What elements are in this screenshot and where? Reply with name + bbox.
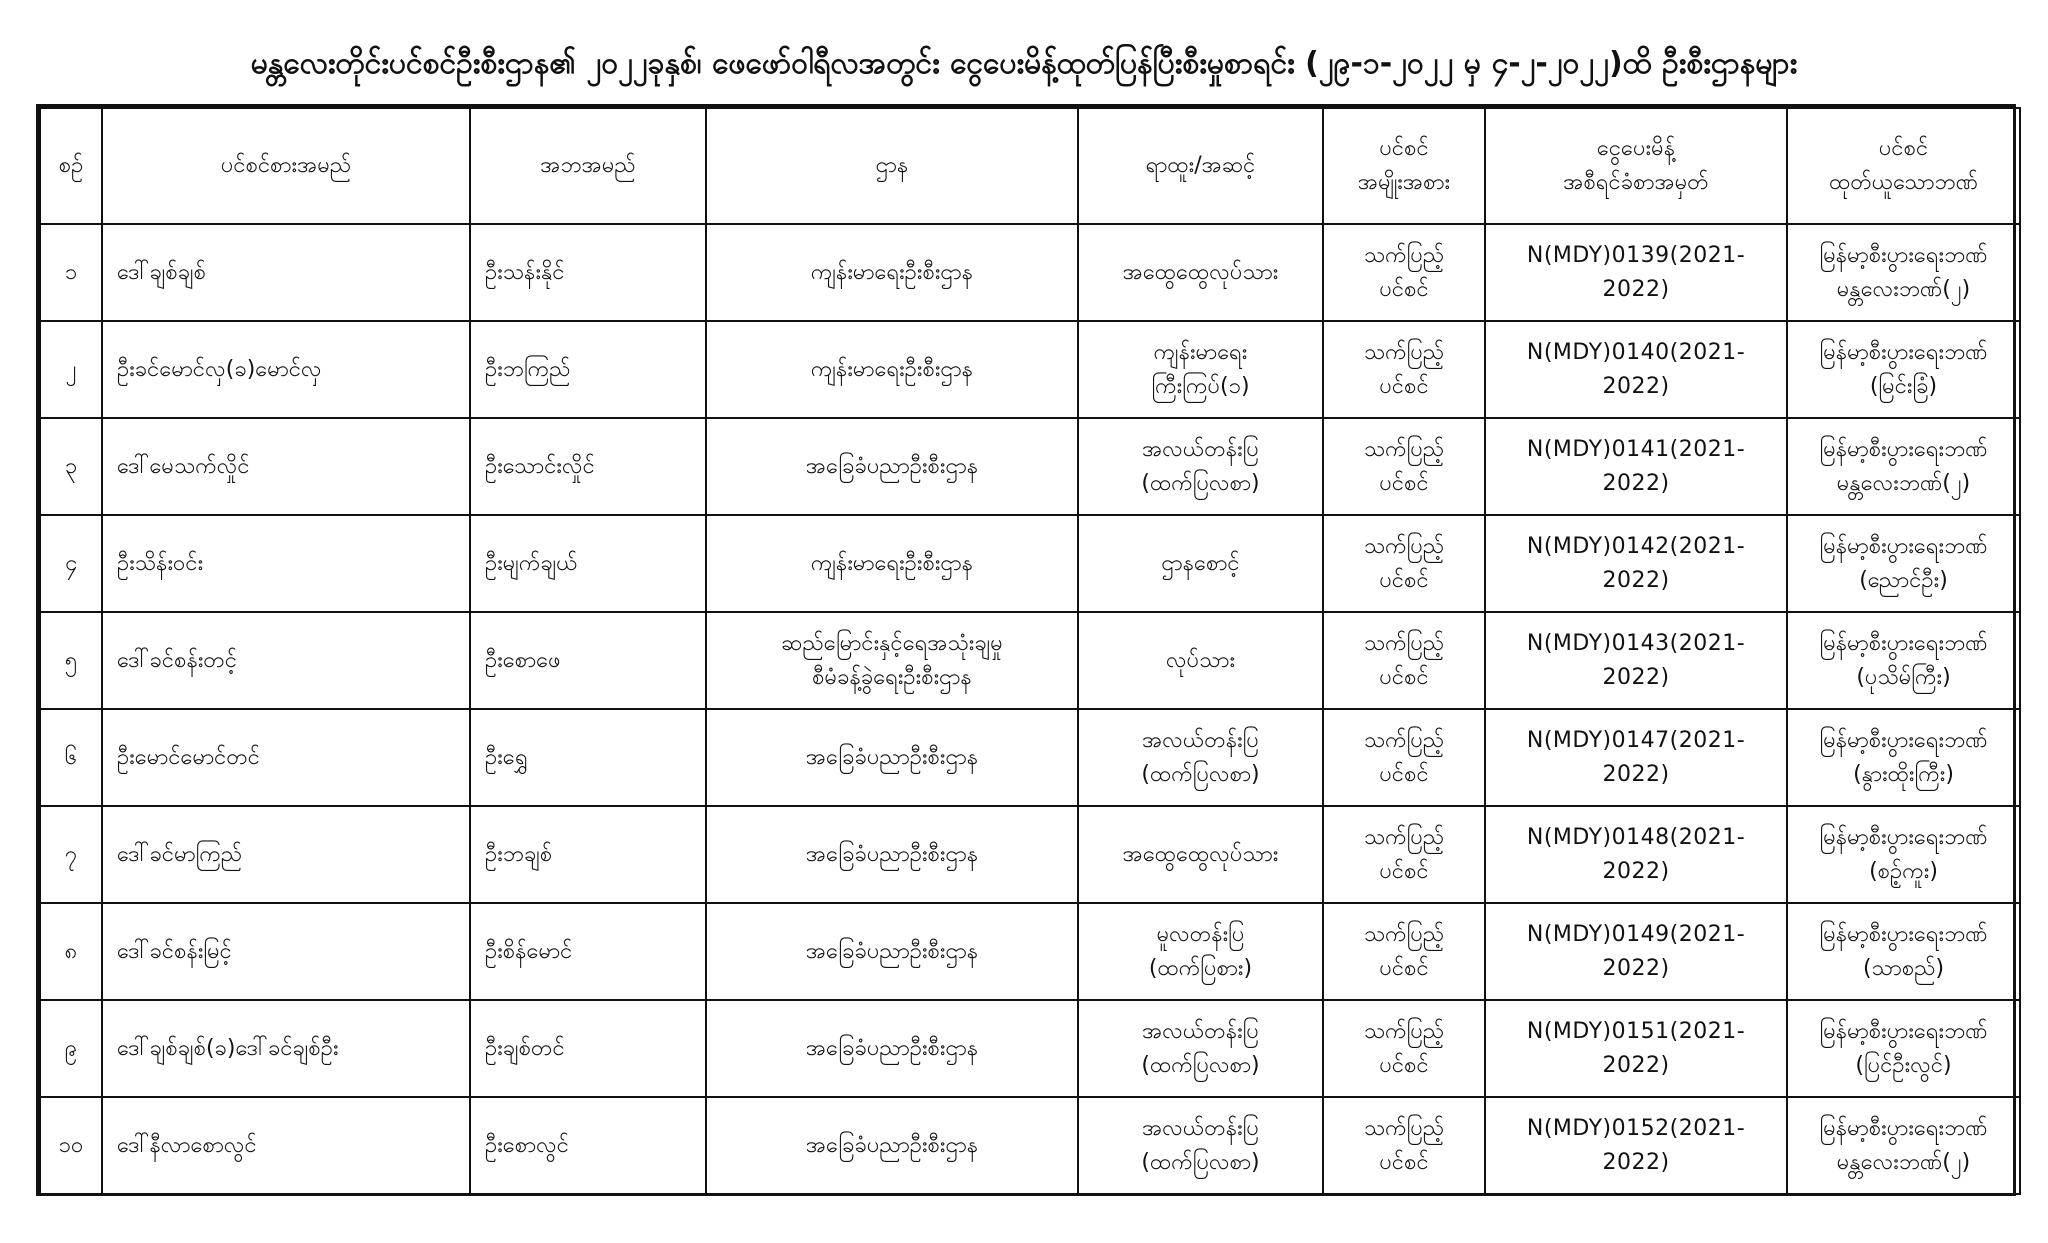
cell-no: ၃ xyxy=(40,418,102,515)
cell-pension-type-line: သက်ပြည့် xyxy=(1363,339,1445,365)
cell-department xyxy=(706,515,1078,612)
cell-bank-line: မြန်မာ့စီးပွားရေးဘဏ် xyxy=(1819,630,1988,656)
cell-pensioner: ဦးမောင်မောင်တင် xyxy=(102,709,470,806)
cell-pensioner: ဒေါ်နီလာစောလွင် xyxy=(102,1097,470,1194)
cell-no: ၈ xyxy=(40,903,102,1000)
cell-pension-type-line: ပင်စင် xyxy=(1379,470,1429,496)
cell-order-no: N(MDY)0139(2021-2022) xyxy=(1485,224,1787,321)
cell-rank-line: အလယ်တန်းပြ xyxy=(1142,436,1259,462)
cell-pension-type xyxy=(1323,224,1485,321)
cell-bank xyxy=(1787,321,2020,418)
cell-father: ဦးသောင်းလှိုင် xyxy=(470,418,706,515)
pension-table xyxy=(39,107,2021,1195)
cell-pension-type-line: ပင်စင် xyxy=(1379,858,1429,884)
cell-pension-type xyxy=(1323,903,1485,1000)
header-row xyxy=(40,108,2020,224)
cell-father: ဦးရွှေ xyxy=(470,709,706,806)
cell-bank xyxy=(1787,806,2020,903)
cell-father: ဦးသန်းနိုင် xyxy=(470,224,706,321)
cell-rank-line: (ထက်ပြစား) xyxy=(1148,955,1253,981)
cell-pension-type xyxy=(1323,418,1485,515)
cell-no: ၁ xyxy=(40,224,102,321)
cell-no: ၄ xyxy=(40,515,102,612)
cell-rank xyxy=(1078,515,1323,612)
cell-department-line: အခြေခံပညာဦးစီးဌာန xyxy=(805,453,979,479)
cell-order-no: N(MDY)0152(2021-2022) xyxy=(1485,1097,1787,1194)
cell-bank-line: မြန်မာ့စီးပွားရေးဘဏ် xyxy=(1819,436,1988,462)
cell-department xyxy=(706,321,1078,418)
cell-rank-line: မူလတန်းပြ xyxy=(1156,921,1245,947)
cell-order-no: N(MDY)0142(2021-2022) xyxy=(1485,515,1787,612)
cell-bank-line: မန္တလေးဘဏ်(၂) xyxy=(1836,1149,1971,1175)
header-order-no-line-1: ငွေပေးမိန့် xyxy=(1596,136,1676,161)
cell-bank-line: မန္တလေးဘဏ်(၂) xyxy=(1836,276,1971,302)
cell-department xyxy=(706,418,1078,515)
cell-department xyxy=(706,612,1078,709)
table-row xyxy=(40,1097,2020,1194)
cell-pension-type xyxy=(1323,806,1485,903)
cell-pensioner: ဒေါ်မေသက်လှိုင် xyxy=(102,418,470,515)
cell-pension-type xyxy=(1323,1000,1485,1097)
cell-department xyxy=(706,1097,1078,1194)
cell-department-line: အခြေခံပညာဦးစီးဌာန xyxy=(805,841,979,867)
cell-order-no: N(MDY)0151(2021-2022) xyxy=(1485,1000,1787,1097)
cell-rank xyxy=(1078,903,1323,1000)
cell-father: ဦးစိန်မောင် xyxy=(470,903,706,1000)
cell-department-line: ကျန်းမာရေးဦးစီးဌာန xyxy=(810,550,974,576)
cell-bank-line: (ပြင်ဦးလွင်) xyxy=(1855,1052,1952,1078)
cell-rank xyxy=(1078,709,1323,806)
table-row xyxy=(40,224,2020,321)
cell-bank-line: (နွားထိုးကြီး) xyxy=(1853,761,1954,787)
cell-bank-line: မြန်မာ့စီးပွားရေးဘဏ် xyxy=(1819,533,1988,559)
cell-pension-type-line: သက်ပြည့် xyxy=(1363,630,1445,656)
header-bank-line-2: ထုတ်ယူသောဘဏ် xyxy=(1829,170,1978,195)
header-department: ဌာန xyxy=(706,108,1078,224)
cell-department xyxy=(706,903,1078,1000)
cell-pension-type-line: သက်ပြည့် xyxy=(1363,921,1445,947)
table-header xyxy=(40,108,2020,224)
cell-father: ဦးမျက်ချယ် xyxy=(470,515,706,612)
cell-pension-type xyxy=(1323,709,1485,806)
cell-pension-type-line: ပင်စင် xyxy=(1379,1149,1429,1175)
cell-pension-type-line: ပင်စင် xyxy=(1379,567,1429,593)
cell-bank-line: (ပုသိမ်ကြီး) xyxy=(1856,664,1951,690)
cell-bank xyxy=(1787,224,2020,321)
cell-rank-line: (ထက်ပြလစာ) xyxy=(1141,761,1260,787)
cell-rank-line: လုပ်သား xyxy=(1165,647,1236,673)
cell-pension-type-line: ပင်စင် xyxy=(1379,276,1429,302)
header-no: စဉ် xyxy=(40,108,102,224)
cell-department-line: အခြေခံပညာဦးစီးဌာန xyxy=(805,938,979,964)
header-bank-line-1: ပင်စင် xyxy=(1878,136,1929,161)
header-pension-type-line-1: ပင်စင် xyxy=(1379,136,1429,161)
cell-department xyxy=(706,806,1078,903)
cell-bank xyxy=(1787,515,2020,612)
cell-pension-type-line: သက်ပြည့် xyxy=(1363,436,1445,462)
cell-father: ဦးစောလွင် xyxy=(470,1097,706,1194)
cell-pension-type-line: ပင်စင် xyxy=(1379,761,1429,787)
header-pension-type xyxy=(1323,108,1485,224)
cell-father: ဦးချစ်တင် xyxy=(470,1000,706,1097)
cell-rank-line: အထွေထွေလုပ်သား xyxy=(1122,841,1279,867)
cell-bank-line: (သာစည်) xyxy=(1862,955,1945,981)
cell-no: ၆ xyxy=(40,709,102,806)
cell-rank-line: ကြီးကြပ်(၁) xyxy=(1151,373,1250,399)
cell-bank-line: မြန်မာ့စီးပွားရေးဘဏ် xyxy=(1819,1018,1988,1044)
cell-pensioner: ဒေါ်ခင်စန်းတင့် xyxy=(102,612,470,709)
cell-pensioner: ဒေါ်ခင်မာကြည် xyxy=(102,806,470,903)
header-father: အဘအမည် xyxy=(470,108,706,224)
cell-pension-type-line: သက်ပြည့် xyxy=(1363,1018,1445,1044)
cell-bank-line: မန္တလေးဘဏ်(၂) xyxy=(1836,470,1971,496)
cell-no: ၂ xyxy=(40,321,102,418)
cell-department-line: အခြေခံပညာဦးစီးဌာန xyxy=(805,744,979,770)
cell-department-line: အခြေခံပညာဦးစီးဌာန xyxy=(805,1132,979,1158)
cell-rank-line: ကျန်းမာရေး xyxy=(1153,339,1248,365)
cell-father: ဦးဘကြည် xyxy=(470,321,706,418)
cell-pensioner: ဦးသိန်းဝင်း xyxy=(102,515,470,612)
cell-department-line: အခြေခံပညာဦးစီးဌာန xyxy=(805,1035,979,1061)
table-body xyxy=(40,224,2020,1194)
cell-pensioner: ဒေါ်ချစ်ချစ်(ခ)ဒေါ်ခင်ချစ်ဦး xyxy=(102,1000,470,1097)
cell-rank-line: (ထက်ပြလစာ) xyxy=(1141,470,1260,496)
cell-bank-line: မြန်မာ့စီးပွားရေးဘဏ် xyxy=(1819,242,1988,268)
header-rank xyxy=(1078,108,1323,224)
cell-bank xyxy=(1787,709,2020,806)
cell-order-no: N(MDY)0147(2021-2022) xyxy=(1485,709,1787,806)
cell-bank xyxy=(1787,612,2020,709)
cell-department-line: စီမံခန့်ခွဲရေးဦးစီးဌာန xyxy=(812,664,972,690)
cell-pension-type xyxy=(1323,515,1485,612)
cell-department-line: ကျန်းမာရေးဦးစီးဌာန xyxy=(810,356,974,382)
table-row xyxy=(40,903,2020,1000)
cell-order-no: N(MDY)0141(2021-2022) xyxy=(1485,418,1787,515)
cell-rank-line: ဌာနစောင့် xyxy=(1161,550,1240,576)
cell-bank xyxy=(1787,903,2020,1000)
cell-rank-line: အလယ်တန်းပြ xyxy=(1142,1018,1259,1044)
cell-pension-type-line: သက်ပြည့် xyxy=(1363,1115,1445,1141)
cell-rank-line: (ထက်ပြလစာ) xyxy=(1141,1149,1260,1175)
header-bank xyxy=(1787,108,2020,224)
cell-rank xyxy=(1078,806,1323,903)
cell-pension-type xyxy=(1323,612,1485,709)
document-title: မန္တလေးတိုင်းပင်စင်ဦးစီးဌာန၏ ၂၀၂၂ခုနှစ်၊ ဖေဖော်ဝါရီလအတွင်း ငွေပေးမိန့်ထုတ်ပြန်ပြီးစီးမှုစာရင်း (၂၉-၁-၂၀၂၂ မှ ၄-၂-၂၀၂၂)ထိ ဦးစီးဌာနများ xyxy=(250,46,1798,81)
table-row xyxy=(40,1000,2020,1097)
header-order-no-line-2: အစီရင်ခံစာအမှတ် xyxy=(1563,170,1709,195)
cell-pension-type xyxy=(1323,321,1485,418)
cell-no: ၅ xyxy=(40,612,102,709)
cell-rank-line: (ထက်ပြလစာ) xyxy=(1141,1052,1260,1078)
table-row xyxy=(40,709,2020,806)
cell-bank-line: မြန်မာ့စီးပွားရေးဘဏ် xyxy=(1819,1115,1988,1141)
cell-department xyxy=(706,224,1078,321)
cell-pension-type-line: သက်ပြည့် xyxy=(1363,824,1445,850)
cell-bank-line: (ညောင်ဦး) xyxy=(1859,567,1948,593)
cell-father: ဦးဘချစ် xyxy=(470,806,706,903)
cell-bank-line: (စဉ့်ကူး) xyxy=(1869,858,1938,884)
cell-father: ဦးစောဖေ xyxy=(470,612,706,709)
cell-pension-type-line: ပင်စင် xyxy=(1379,955,1429,981)
cell-department xyxy=(706,1000,1078,1097)
cell-department xyxy=(706,709,1078,806)
cell-rank xyxy=(1078,612,1323,709)
cell-order-no: N(MDY)0143(2021-2022) xyxy=(1485,612,1787,709)
header-pensioner: ပင်စင်စားအမည် xyxy=(102,108,470,224)
cell-department-line: ဆည်မြောင်းနှင့်ရေအသုံးချမှု xyxy=(781,630,1003,656)
cell-bank xyxy=(1787,1000,2020,1097)
cell-order-no: N(MDY)0140(2021-2022) xyxy=(1485,321,1787,418)
cell-rank xyxy=(1078,224,1323,321)
cell-rank xyxy=(1078,1097,1323,1194)
cell-bank xyxy=(1787,418,2020,515)
cell-order-no: N(MDY)0149(2021-2022) xyxy=(1485,903,1787,1000)
cell-order-no: N(MDY)0148(2021-2022) xyxy=(1485,806,1787,903)
pension-table-container xyxy=(36,104,2016,1196)
cell-pension-type-line: ပင်စင် xyxy=(1379,1052,1429,1078)
cell-rank-line: အလယ်တန်းပြ xyxy=(1142,1115,1259,1141)
cell-bank xyxy=(1787,1097,2020,1194)
table-row xyxy=(40,515,2020,612)
table-row xyxy=(40,806,2020,903)
cell-bank-line: မြန်မာ့စီးပွားရေးဘဏ် xyxy=(1819,727,1988,753)
cell-bank-line: မြန်မာ့စီးပွားရေးဘဏ် xyxy=(1819,921,1988,947)
cell-rank-line: အလယ်တန်းပြ xyxy=(1142,727,1259,753)
table-row xyxy=(40,418,2020,515)
cell-no: ၁၀ xyxy=(40,1097,102,1194)
cell-pension-type-line: ပင်စင် xyxy=(1379,373,1429,399)
cell-pension-type-line: သက်ပြည့် xyxy=(1363,727,1445,753)
header-rank-line: ရာထူး/အဆင့် xyxy=(1145,153,1256,178)
header-order-no xyxy=(1485,108,1787,224)
table-row xyxy=(40,321,2020,418)
cell-bank-line: (မြင်းခြံ) xyxy=(1869,373,1938,399)
cell-pension-type-line: သက်ပြည့် xyxy=(1363,533,1445,559)
cell-pensioner: ဦးခင်မောင်လှ(ခ)မောင်လှ xyxy=(102,321,470,418)
cell-no: ၇ xyxy=(40,806,102,903)
header-pension-type-line-2: အမျိုးအစား xyxy=(1357,170,1451,195)
cell-no: ၉ xyxy=(40,1000,102,1097)
cell-pension-type-line: ပင်စင် xyxy=(1379,664,1429,690)
cell-rank xyxy=(1078,418,1323,515)
cell-pension-type xyxy=(1323,1097,1485,1194)
cell-pensioner: ဒေါ်ခင်စန်းမြင့် xyxy=(102,903,470,1000)
cell-rank xyxy=(1078,1000,1323,1097)
cell-pension-type-line: သက်ပြည့် xyxy=(1363,242,1445,268)
cell-department-line: ကျန်းမာရေးဦးစီးဌာန xyxy=(810,259,974,285)
cell-rank-line: အထွေထွေလုပ်သား xyxy=(1122,259,1279,285)
table-row xyxy=(40,612,2020,709)
cell-bank-line: မြန်မာ့စီးပွားရေးဘဏ် xyxy=(1819,824,1988,850)
cell-rank xyxy=(1078,321,1323,418)
cell-pensioner: ဒေါ်ချစ်ချစ် xyxy=(102,224,470,321)
cell-bank-line: မြန်မာ့စီးပွားရေးဘဏ် xyxy=(1819,339,1988,365)
